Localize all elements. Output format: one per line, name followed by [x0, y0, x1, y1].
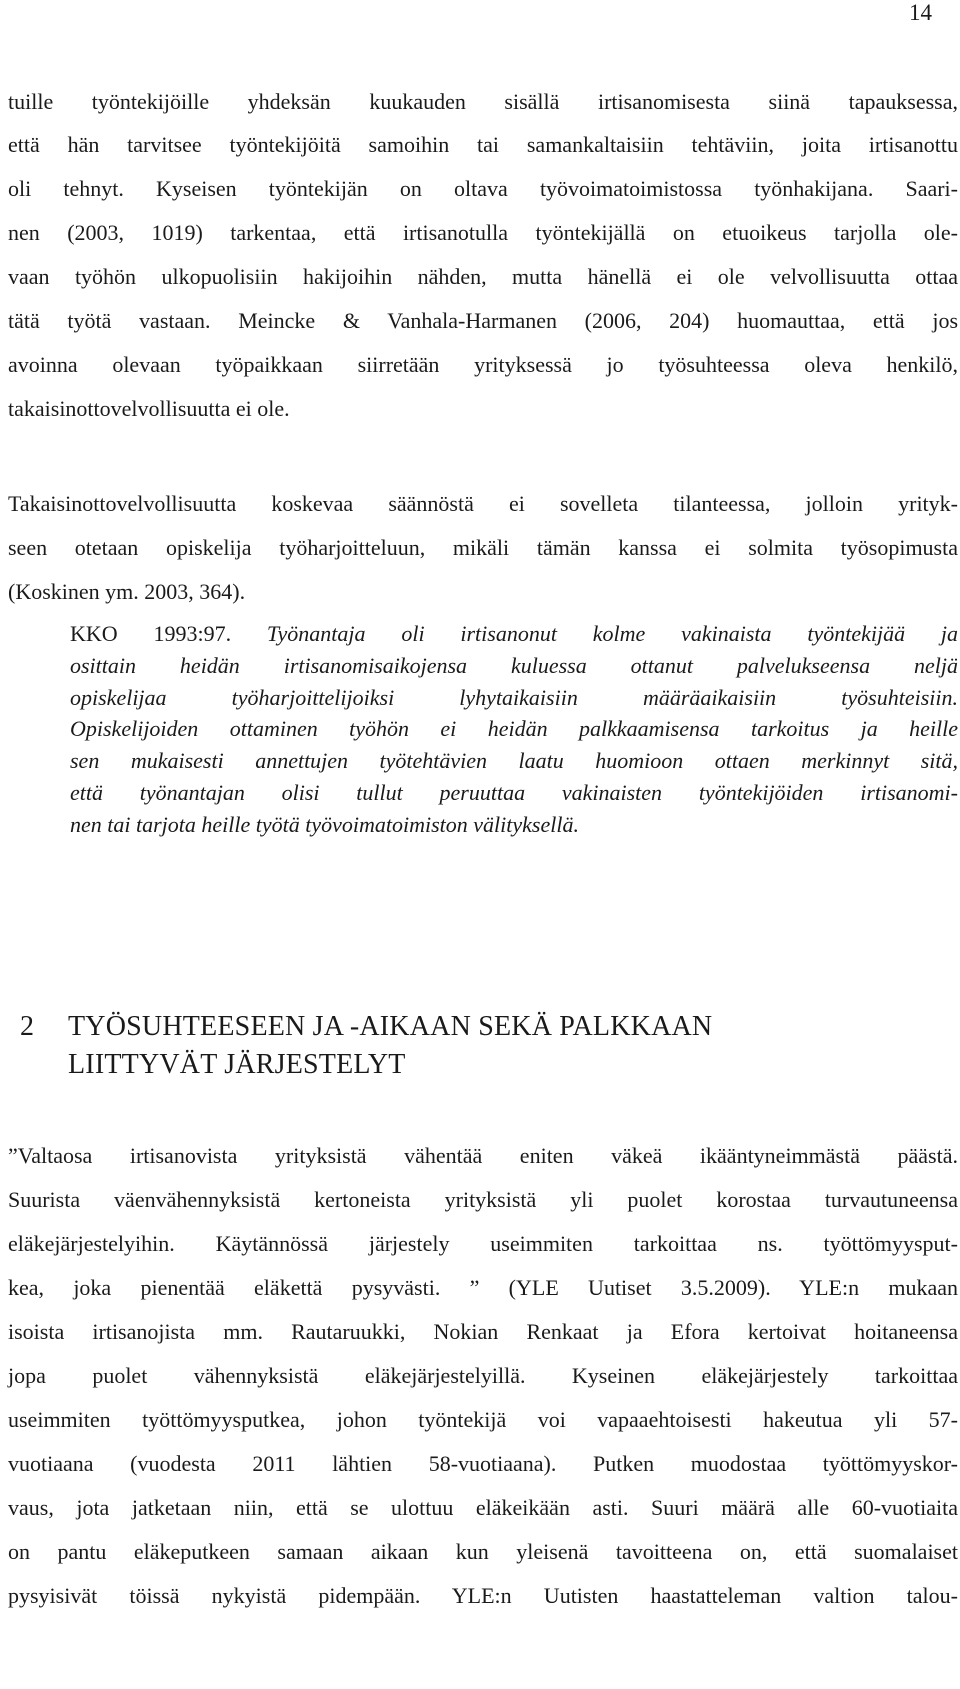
section-title-line-1: TYÖSUHTEESEEN JA -AIKAAN SEKÄ PALKKAAN [68, 1011, 713, 1042]
text-line: oli tehnyt. Kyseisen työntekijän on oltava työvoimatoimistossa työnhakijana. Saari- [8, 176, 958, 201]
text-line: takaisinottovelvollisuutta ei ole. [8, 396, 290, 421]
text-line: Takaisinottovelvollisuutta koskevaa säännöstä ei sovelleta tilanteessa, jolloin yrityk- [8, 491, 958, 516]
case-text-line: sen mukaisesti annettujen työtehtävien laatu huomioon ottaen merkinnyt sitä, [70, 748, 958, 773]
section-number: 2 [20, 1011, 35, 1042]
text-line: (Koskinen ym. 2003, 364). [8, 579, 246, 604]
page-number: 14 [909, 0, 932, 25]
text-line: Suurista väenvähennyksistä kertoneista yrityksistä yli puolet korostaa turvautuneensa [8, 1187, 958, 1212]
case-reference: KKO 1993:97. [70, 621, 232, 646]
text-line: nen (2003, 1019) tarkentaa, että irtisanotulla työntekijällä on etuoikeus tarjolla ole- [8, 220, 958, 245]
text-line: avoinna olevaan työpaikkaan siirretään yrityksessä jo työsuhteessa oleva henkilö, [8, 352, 958, 377]
case-text-line: että työnantajan olisi tullut peruuttaa vakinaisten työntekijöiden irtisanomi- [70, 780, 958, 805]
text-line: vaan työhön ulkopuolisiin hakijoihin nähden, mutta hänellä ei ole velvollisuutta ottaa [8, 264, 958, 289]
case-text-line: osittain heidän irtisanomisaikojensa kuluessa ottanut palvelukseensa neljä [70, 653, 958, 678]
text-line: ”Valtaosa irtisanovista yrityksistä vähentää eniten väkeä ikääntyneimmästä päästä. [8, 1143, 958, 1168]
text-line: jopa puolet vähennyksistä eläkejärjestelyillä. Kyseinen eläkejärjestely tarkoittaa [8, 1363, 958, 1388]
text-line: seen otetaan opiskelija työharjoitteluun, mikäli tämän kanssa ei solmita työsopimusta [8, 535, 958, 560]
text-line: eläkejärjestelyihin. Käytännössä järjestely useimmiten tarkoittaa ns. työttömyysput- [8, 1231, 958, 1256]
case-text-line: nen tai tarjota heille työtä työvoimatoimiston välityksellä. [70, 812, 579, 837]
text-line: useimmiten työttömyysputkea, johon työntekijä voi vapaaehtoisesti hakeutua yli 57- [8, 1407, 958, 1432]
text-line: kea, joka pienentää eläkettä pysyvästi. ” (YLE Uutiset 3.5.2009). YLE:n mukaan [8, 1275, 958, 1300]
text-line: tuille työntekijöille yhdeksän kuukauden sisällä irtisanomisesta siinä tapauksessa, [8, 89, 958, 114]
text-line: vaus, jota jatketaan niin, että se ulottuu eläkeikään asti. Suuri määrä alle 60-vuotiaita [8, 1495, 958, 1520]
case-text: Työnantaja oli irtisanonut kolme vakinaista työntekijää ja [266, 621, 959, 646]
case-first-line [70, 621, 958, 647]
text-line: tätä työtä vastaan. Meincke & Vanhala-Harmanen (2006, 204) huomauttaa, että jos [8, 308, 958, 333]
case-text-line: Opiskelijoiden ottaminen työhön ei heidän palkkaamisensa tarkoitus ja heille [70, 716, 958, 741]
case-text-line: opiskelijaa työharjoittelijoiksi lyhytaikaisiin määräaikaisiin työsuhteisiin. [70, 685, 958, 710]
text-line: että hän tarvitsee työntekijöitä samoihin tai samankaltaisiin tehtäviin, joita irtisanottu [8, 132, 958, 157]
text-line: on pantu eläkeputkeen samaan aikaan kun yleisenä tavoitteena on, että suomalaiset [8, 1539, 958, 1564]
section-title-line-2: LIITTYVÄT JÄRJESTELYT [68, 1049, 406, 1080]
text-line: vuotiaana (vuodesta 2011 lähtien 58-vuotiaana). Putken muodostaa työttömyyskor- [8, 1451, 958, 1476]
text-line: isoista irtisanojista mm. Rautaruukki, Nokian Renkaat ja Efora kertoivat hoitaneensa [8, 1319, 958, 1344]
text-line: pysyisivät töissä nykyistä pidempään. YLE:n Uutisten haastatteleman valtion talou- [8, 1583, 958, 1608]
